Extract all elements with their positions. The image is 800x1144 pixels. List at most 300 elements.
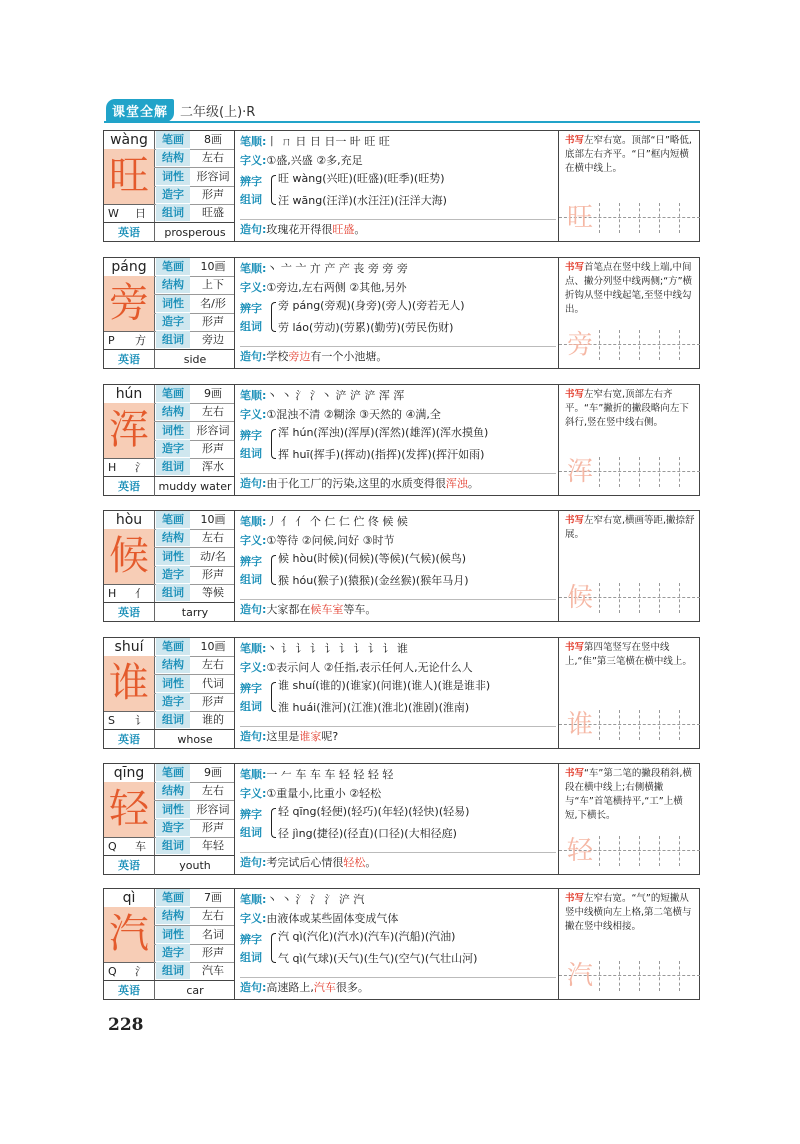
radical: 氵 — [135, 461, 146, 474]
structure-label: 结构 — [156, 907, 190, 924]
stroke-order-label: 笔顺: — [240, 389, 267, 402]
structure-label: 结构 — [156, 403, 190, 420]
character: 浑 — [104, 403, 154, 458]
pos-value: 形容词 — [196, 803, 230, 816]
grid-cell — [619, 836, 640, 866]
meaning-label: 字义: — [240, 534, 267, 547]
tracing-character: 旺 — [566, 203, 593, 233]
grid-cell — [639, 203, 660, 233]
word-group-2: 猴 hóu(猴子)(猿猴)(金丝猴)(猴年马月) — [278, 574, 469, 587]
sentence-pre: 玫瑰花开得很 — [266, 223, 333, 236]
stroke-order-value: 丶 丶 氵 氵 氵 浐 汽 — [266, 893, 365, 906]
compose-label: 组词 — [240, 826, 262, 839]
structure-value: 左右 — [202, 909, 224, 922]
tracing-character: 谁 — [566, 710, 593, 740]
formation-value: 形声 — [202, 946, 224, 959]
practice-grid — [559, 579, 700, 621]
character-card — [103, 130, 700, 242]
brace — [271, 429, 276, 459]
char-detail-panel — [236, 385, 558, 495]
char-info-panel — [104, 511, 235, 621]
sentence-pre: 由于化工厂的污染,这里的水质变得很 — [266, 477, 446, 490]
writing-tip-panel — [558, 258, 700, 368]
structure-row — [154, 782, 234, 800]
character: 汽 — [104, 907, 154, 962]
character: 旺 — [104, 149, 154, 204]
sentence-highlight: 旺盛 — [332, 223, 355, 236]
writing-tip-text: 左窄右宽,横画等距,撇捺舒展。 — [565, 515, 695, 540]
word-value: 等候 — [202, 586, 224, 599]
pos-row — [154, 422, 234, 440]
pos-label: 词性 — [156, 926, 190, 943]
stroke-count-label: 笔画 — [156, 258, 190, 275]
char-detail-panel — [236, 638, 558, 748]
sentence-label: 造句: — [240, 477, 267, 490]
english-row — [104, 222, 234, 242]
english-value: car — [154, 981, 235, 1000]
brace — [271, 302, 276, 332]
stroke-count-label: 笔画 — [156, 385, 190, 402]
example-sentence — [240, 977, 556, 996]
grid-cell — [659, 836, 680, 866]
structure-value: 左右 — [202, 658, 224, 671]
structure-value: 上下 — [202, 278, 224, 291]
structure-label: 结构 — [156, 782, 190, 799]
writing-tip-panel — [558, 511, 700, 621]
radical-index — [104, 711, 154, 730]
stroke-count-label: 笔画 — [156, 638, 190, 655]
char-detail-panel — [236, 764, 558, 874]
word-group-1: 旁 páng(旁观)(身旁)(旁人)(旁若无人) — [278, 299, 465, 312]
compose-label: 组词 — [240, 951, 262, 964]
stroke-order-label: 笔顺: — [240, 262, 267, 275]
formation-label: 造字 — [156, 566, 190, 583]
radical-letter: P — [108, 334, 115, 347]
writing-tip-label: 书写 — [565, 135, 585, 146]
stroke-count-row — [154, 385, 234, 403]
writing-tip-text: “车”第二笔的撇段稍斜,横段在横中线上;右侧横撇与“车”首笔横持平,“工”上横短,下横长。 — [565, 768, 692, 821]
word-row — [154, 584, 234, 602]
word-group-2: 淮 huái(淮河)(江淮)(淮北)(淮剧)(淮南) — [278, 701, 470, 714]
practice-grid — [559, 453, 700, 495]
stroke-order — [240, 767, 556, 783]
writing-tip — [565, 641, 695, 669]
grid-cell — [599, 457, 620, 487]
word-row — [154, 204, 234, 222]
sentence-highlight: 谁家 — [299, 730, 322, 743]
sentence-post: 有一个小池塘。 — [310, 350, 388, 363]
pos-label: 词性 — [156, 422, 190, 439]
stroke-count-row — [154, 764, 234, 782]
stroke-count-row — [154, 131, 234, 149]
writing-tip-panel — [558, 889, 700, 999]
structure-value: 左右 — [202, 784, 224, 797]
grid-cell — [639, 330, 660, 360]
sentence-highlight: 旁边 — [288, 350, 311, 363]
formation-label: 造字 — [156, 693, 190, 710]
meaning — [240, 280, 556, 296]
char-info-panel — [104, 764, 235, 874]
writing-tip-panel — [558, 385, 700, 495]
sentence-label: 造句: — [240, 603, 267, 616]
sentence-label: 造句: — [240, 856, 267, 869]
english-value: prosperous — [154, 223, 235, 242]
grid-cell — [679, 836, 700, 866]
pos-label: 词性 — [156, 801, 190, 818]
grid-cell — [599, 330, 620, 360]
char-info-panel — [104, 385, 235, 495]
structure-value: 左右 — [202, 405, 224, 418]
english-value: tarry — [154, 603, 235, 622]
meaning-value: ①旁边,左右两侧 ②其他,另外 — [266, 281, 407, 294]
grid-cell — [679, 710, 700, 740]
formation-value: 形声 — [202, 695, 224, 708]
char-detail-panel — [236, 131, 558, 241]
meaning — [240, 533, 556, 549]
radical: 日 — [135, 207, 146, 220]
radical-letter: S — [108, 714, 115, 727]
pos-label: 词性 — [156, 295, 190, 312]
brace — [271, 933, 276, 963]
meaning — [240, 153, 556, 169]
grid-cell — [619, 203, 640, 233]
formation-row — [154, 186, 234, 204]
meaning-label: 字义: — [240, 787, 267, 800]
grade-label: 二年级(上)·R — [180, 104, 256, 120]
sentence-highlight: 汽车 — [313, 981, 336, 994]
pinyin: wàng — [104, 131, 154, 150]
writing-tip-panel — [558, 638, 700, 748]
word-value: 旁边 — [202, 333, 224, 346]
brace — [271, 682, 276, 712]
sentence-highlight: 候车室 — [310, 603, 344, 616]
character: 谁 — [104, 656, 154, 711]
stroke-order-value: 丿 亻 亻 个 仁 仁 伫 佟 候 候 — [266, 515, 408, 528]
word-label: 组词 — [156, 584, 190, 601]
meaning — [240, 660, 556, 676]
writing-tip-label: 书写 — [565, 515, 585, 526]
writing-tip — [565, 134, 695, 176]
structure-value: 左右 — [202, 151, 224, 164]
meaning-label: 字义: — [240, 912, 267, 925]
word-value: 汽车 — [202, 964, 224, 977]
practice-grid — [559, 326, 700, 368]
writing-tip-text: 左窄右宽。顶部“日”略低,底部左右齐平。“日”框内短横在横中线上。 — [565, 135, 692, 174]
writing-tip-label: 书写 — [565, 389, 585, 400]
meaning-value: ①混浊不清 ②糊涂 ③天然的 ④满,全 — [266, 408, 441, 421]
english-value: muddy water — [154, 477, 235, 496]
word-row — [154, 837, 234, 855]
writing-tip — [565, 514, 695, 542]
example-sentence — [240, 726, 556, 745]
grid-cell — [599, 836, 620, 866]
sentence-label: 造句: — [240, 730, 267, 743]
stroke-order — [240, 388, 556, 404]
radical-index — [104, 837, 154, 856]
formation-value: 形声 — [202, 315, 224, 328]
character: 旁 — [104, 276, 154, 331]
grid-cell — [659, 203, 680, 233]
stroke-order-value: 丶 亠 亠 亣 产 产 丧 旁 旁 旁 — [266, 262, 408, 275]
pos-row — [154, 548, 234, 566]
radical-letter: H — [108, 461, 117, 474]
sentence-pre: 高速路上, — [266, 981, 314, 994]
practice-grid — [559, 957, 700, 999]
distinguish-label: 辨字 — [240, 682, 262, 695]
structure-label: 结构 — [156, 276, 190, 293]
stroke-order — [240, 892, 556, 908]
pos-value: 代词 — [202, 677, 224, 690]
formation-value: 形声 — [202, 442, 224, 455]
writing-tip-panel — [558, 131, 700, 241]
book-brand: 课堂全解 — [106, 99, 174, 122]
char-detail-panel — [236, 511, 558, 621]
word-group-1: 浑 hún(浑浊)(浑厚)(浑然)(雄浑)(浑水摸鱼) — [278, 426, 489, 439]
meaning — [240, 786, 556, 802]
compose-label: 组词 — [240, 447, 262, 460]
pos-row — [154, 168, 234, 186]
formation-row — [154, 313, 234, 331]
writing-tip-label: 书写 — [565, 262, 585, 273]
stroke-order-label: 笔顺: — [240, 515, 267, 528]
grid-cell — [679, 583, 700, 613]
char-detail-panel — [236, 889, 558, 999]
char-info-panel — [104, 258, 235, 368]
stroke-order-label: 笔顺: — [240, 642, 267, 655]
sentence-label: 造句: — [240, 223, 267, 236]
brace — [271, 555, 276, 585]
word-group-2: 挥 huī(挥手)(挥动)(指挥)(发挥)(挥汗如雨) — [278, 448, 485, 461]
formation-row — [154, 944, 234, 962]
tracing-character: 浑 — [566, 457, 593, 487]
grid-cell — [619, 330, 640, 360]
word-label: 组词 — [156, 837, 190, 854]
sentence-label: 造句: — [240, 981, 267, 994]
sentence-pre: 学校 — [266, 350, 289, 363]
pos-row — [154, 295, 234, 313]
radical-index — [104, 584, 154, 603]
word-group-1: 谁 shuí(谁的)(谁家)(问谁)(谁人)(谁是谁非) — [278, 679, 491, 692]
grid-cell — [679, 961, 700, 991]
pinyin: hún — [104, 385, 154, 404]
brace — [271, 808, 276, 838]
grid-cell — [679, 203, 700, 233]
practice-grid — [559, 199, 700, 241]
sentence-pre: 大家都在 — [266, 603, 311, 616]
stroke-count-row — [154, 511, 234, 529]
grid-cell — [619, 961, 640, 991]
structure-row — [154, 403, 234, 421]
stroke-count: 10画 — [200, 640, 226, 653]
pinyin: qì — [104, 889, 154, 908]
grid-cell — [659, 330, 680, 360]
structure-row — [154, 529, 234, 547]
word-row — [154, 458, 234, 476]
formation-row — [154, 819, 234, 837]
stroke-order-value: 一 𠂉 车 车 车 轻 轻 轻 轻 — [266, 768, 394, 781]
meaning-value: ①表示问人 ②任指,表示任何人,无论什么人 — [266, 661, 473, 674]
word-row — [154, 962, 234, 980]
grid-cell — [599, 583, 620, 613]
grid-cell — [659, 583, 680, 613]
pinyin: hòu — [104, 511, 154, 530]
character-card — [103, 637, 700, 749]
pos-value: 名/形 — [200, 297, 226, 310]
english-label: 英语 — [118, 733, 140, 746]
structure-row — [154, 907, 234, 925]
meaning — [240, 407, 556, 423]
sentence-pre: 考完试后心情很 — [266, 856, 344, 869]
stroke-count: 7画 — [204, 891, 222, 904]
char-info-panel — [104, 131, 235, 241]
sentence-post: 等车。 — [343, 603, 377, 616]
meaning-label: 字义: — [240, 661, 267, 674]
radical: 讠 — [135, 714, 146, 727]
stroke-count: 10画 — [200, 260, 226, 273]
distinguish-label: 辨字 — [240, 175, 262, 188]
english-row — [104, 855, 234, 875]
grid-cell — [639, 961, 660, 991]
meaning-label: 字义: — [240, 408, 267, 421]
writing-tip — [565, 261, 695, 317]
pos-value: 名词 — [202, 928, 224, 941]
formation-label: 造字 — [156, 440, 190, 457]
writing-tip-text: 首笔点在竖中线上端,中间点、撇分列竖中线两侧;“方”横折钩从竖中线起笔,至竖中线勾出。 — [565, 262, 693, 315]
page-number: 228 — [108, 1015, 144, 1035]
radical-letter: H — [108, 587, 117, 600]
radical-index — [104, 458, 154, 477]
example-sentence — [240, 473, 556, 492]
radical: 车 — [135, 840, 146, 853]
word-label: 组词 — [156, 204, 190, 221]
distinguish-label: 辨字 — [240, 933, 262, 946]
character-card — [103, 384, 700, 496]
english-label: 英语 — [118, 606, 140, 619]
meaning-value: ①等待 ②问候,问好 ③时节 — [266, 534, 395, 547]
writing-tip — [565, 767, 695, 823]
char-info-panel — [104, 638, 235, 748]
english-row — [104, 602, 234, 622]
distinguish-label: 辨字 — [240, 302, 262, 315]
character-card — [103, 257, 700, 369]
radical-letter: Q — [108, 965, 117, 978]
distinguish-label: 辨字 — [240, 808, 262, 821]
example-sentence — [240, 346, 556, 365]
stroke-count: 8画 — [204, 133, 222, 146]
english-value: side — [154, 350, 235, 369]
character: 候 — [104, 529, 154, 584]
english-value: youth — [154, 856, 235, 875]
word-label: 组词 — [156, 711, 190, 728]
tracing-character: 候 — [566, 583, 593, 613]
grid-cell — [599, 961, 620, 991]
word-group-1: 旺 wàng(兴旺)(旺盛)(旺季)(旺势) — [278, 172, 445, 185]
meaning-value: ①盛,兴盛 ②多,充足 — [266, 154, 363, 167]
word-label: 组词 — [156, 962, 190, 979]
formation-row — [154, 693, 234, 711]
english-label: 英语 — [118, 984, 140, 997]
formation-value: 形声 — [202, 821, 224, 834]
stroke-count-row — [154, 258, 234, 276]
word-row — [154, 711, 234, 729]
grid-cell — [619, 457, 640, 487]
character-card — [103, 763, 700, 875]
stroke-count-row — [154, 638, 234, 656]
word-value: 旺盛 — [202, 206, 224, 219]
character-card — [103, 510, 700, 622]
grid-cell — [639, 457, 660, 487]
stroke-order-label: 笔顺: — [240, 893, 267, 906]
writing-tip-label: 书写 — [565, 768, 585, 779]
grid-cell — [599, 710, 620, 740]
sentence-pre: 这里是 — [266, 730, 300, 743]
compose-label: 组词 — [240, 573, 262, 586]
example-sentence — [240, 219, 556, 238]
radical-index — [104, 331, 154, 350]
formation-row — [154, 566, 234, 584]
word-value: 年轻 — [202, 839, 224, 852]
stroke-count-label: 笔画 — [156, 764, 190, 781]
word-label: 组词 — [156, 331, 190, 348]
structure-row — [154, 656, 234, 674]
stroke-order-value: 丶 讠 讠 讠 讠 讠 讠 讠 讠 谁 — [266, 642, 408, 655]
pos-row — [154, 675, 234, 693]
meaning-label: 字义: — [240, 154, 267, 167]
character: 轻 — [104, 782, 154, 837]
word-group-1: 轻 qīng(轻便)(轻巧)(年轻)(轻快)(轻易) — [278, 805, 470, 818]
radical-letter: Q — [108, 840, 117, 853]
stroke-count-row — [154, 889, 234, 907]
writing-tip-label: 书写 — [565, 642, 585, 653]
radical: 方 — [135, 334, 146, 347]
pos-label: 词性 — [156, 168, 190, 185]
english-label: 英语 — [118, 480, 140, 493]
grid-cell — [619, 710, 640, 740]
english-label: 英语 — [118, 859, 140, 872]
sentence-highlight: 浑浊 — [445, 477, 468, 490]
formation-label: 造字 — [156, 186, 190, 203]
radical-letter: W — [108, 207, 119, 220]
stroke-count: 9画 — [204, 766, 222, 779]
pos-value: 形容词 — [196, 424, 230, 437]
word-row — [154, 331, 234, 349]
radical: 亻 — [135, 587, 146, 600]
english-label: 英语 — [118, 353, 140, 366]
pos-row — [154, 801, 234, 819]
grid-cell — [639, 836, 660, 866]
grid-cell — [659, 710, 680, 740]
radical-index — [104, 204, 154, 223]
brace — [271, 175, 276, 205]
word-group-2: 径 jìng(捷径)(径直)(口径)(大相径庭) — [278, 827, 457, 840]
header-rule — [104, 121, 700, 123]
stroke-order-label: 笔顺: — [240, 768, 267, 781]
compose-label: 组词 — [240, 700, 262, 713]
tracing-character: 汽 — [566, 961, 593, 991]
practice-grid — [559, 832, 700, 874]
compose-label: 组词 — [240, 193, 262, 206]
practice-grid — [559, 706, 700, 748]
word-group-2: 气 qì(气球)(天气)(生气)(空气)(气壮山河) — [278, 952, 478, 965]
pinyin: páng — [104, 258, 154, 277]
formation-label: 造字 — [156, 944, 190, 961]
writing-tip-text: 第四笔竖写在竖中线上,“隹”第三笔横在横中线上。 — [565, 642, 692, 667]
word-value: 谁的 — [202, 713, 224, 726]
pinyin: shuí — [104, 638, 154, 657]
stroke-order-value: 丨 ㄇ 日 日 日一 旪 旺 旺 — [266, 135, 390, 148]
writing-tip-text: 左窄右宽。“气”的短撇从竖中线横向左上格,第二笔横与撇在竖中线相接。 — [565, 893, 692, 932]
structure-row — [154, 276, 234, 294]
